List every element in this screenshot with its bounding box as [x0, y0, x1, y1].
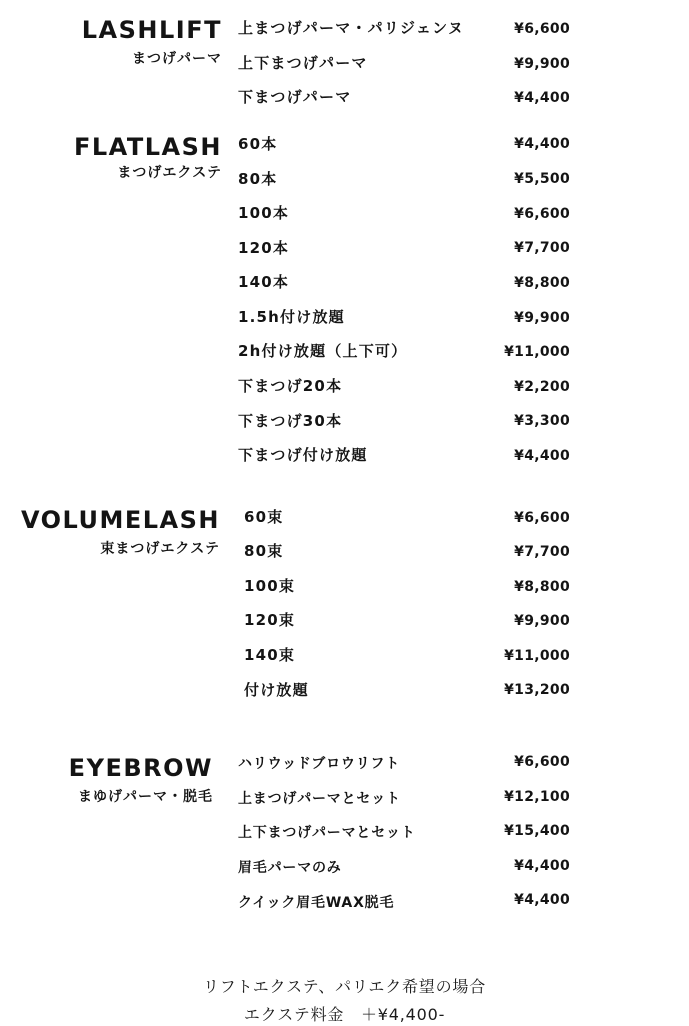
menu-item-name: 下まつげ30本	[238, 412, 343, 430]
menu-item-price: ¥4,400	[514, 136, 570, 152]
menu-item-name: 付け放題	[244, 681, 309, 699]
menu-item-name: 2h付け放題（上下可）	[238, 342, 408, 360]
menu-item-price: ¥5,500	[514, 171, 570, 187]
menu-item-price: ¥6,600	[514, 510, 570, 526]
menu-item-name: 上まつげパーマ・パリジェンヌ	[238, 19, 464, 37]
menu-item-name: 眉毛パーマのみ	[238, 860, 342, 876]
menu-item-name: 140束	[244, 646, 296, 664]
menu-item-name: 120束	[244, 611, 296, 629]
menu-item-price: ¥9,900	[514, 56, 570, 72]
category-subtitle: まゆげパーマ・脱毛	[78, 789, 213, 805]
menu-item-name: 下まつげ20本	[238, 377, 343, 395]
footer-note-line2: エクステ料金 ＋¥4,400-	[243, 1005, 446, 1024]
menu-item-name: 上下まつげパーマ	[238, 54, 368, 72]
menu-item-name: 120本	[238, 239, 290, 257]
menu-item-price: ¥15,400	[504, 823, 570, 839]
menu-item-price: ¥4,400	[514, 892, 570, 908]
menu-item-price: ¥6,600	[514, 21, 570, 37]
menu-item-name: 下まつげ付け放題	[238, 446, 368, 464]
menu-item-name: 下まつげパーマ	[238, 88, 352, 106]
menu-item-name: 100本	[238, 204, 290, 222]
menu-item-price: ¥7,700	[514, 544, 570, 560]
category-subtitle: まつげエクステ	[117, 165, 222, 181]
menu-item-price: ¥6,600	[514, 754, 570, 770]
menu-item-price: ¥8,800	[514, 275, 570, 291]
menu-item-price: ¥7,700	[514, 240, 570, 256]
menu-item-name: 上下まつげパーマとセット	[238, 825, 416, 841]
menu-item-price: ¥6,600	[514, 206, 570, 222]
menu-item-price: ¥11,000	[504, 344, 570, 360]
menu-item-name: 60束	[244, 508, 284, 526]
menu-item-name: 1.5h付け放題	[238, 308, 345, 326]
menu-item-name: 60本	[238, 135, 278, 153]
category-subtitle: 束まつげエクステ	[100, 541, 220, 557]
menu-item-name: 140本	[238, 273, 290, 291]
category-subtitle: まつげパーマ	[132, 51, 222, 67]
footer-note-line1: リフトエクステ、パリエク希望の場合	[202, 977, 487, 996]
menu-item-price: ¥8,800	[514, 579, 570, 595]
menu-item-name: 100束	[244, 577, 296, 595]
menu-item-name: 80本	[238, 170, 278, 188]
menu-item-price: ¥9,900	[514, 613, 570, 629]
menu-item-price: ¥11,000	[504, 648, 570, 664]
category-title: LASHLIFT	[81, 16, 222, 44]
menu-item-name: 80束	[244, 542, 284, 560]
menu-item-name: 上まつげパーマとセット	[238, 791, 401, 807]
category-title: FLATLASH	[73, 133, 222, 161]
menu-item-price: ¥3,300	[514, 413, 570, 429]
menu-item-name: ハリウッドブロウリフト	[238, 756, 401, 772]
menu-item-price: ¥4,400	[514, 90, 570, 106]
menu-item-price: ¥12,100	[504, 789, 570, 805]
menu-item-name: クイック眉毛WAX脱毛	[238, 895, 395, 911]
menu-item-price: ¥4,400	[514, 858, 570, 874]
menu-item-price: ¥4,400	[514, 448, 570, 464]
menu-item-price: ¥9,900	[514, 310, 570, 326]
menu-item-price: ¥2,200	[514, 379, 570, 395]
category-title: VOLUMELASH	[21, 506, 220, 534]
category-title: EYEBROW	[68, 754, 213, 782]
menu-item-price: ¥13,200	[504, 682, 570, 698]
